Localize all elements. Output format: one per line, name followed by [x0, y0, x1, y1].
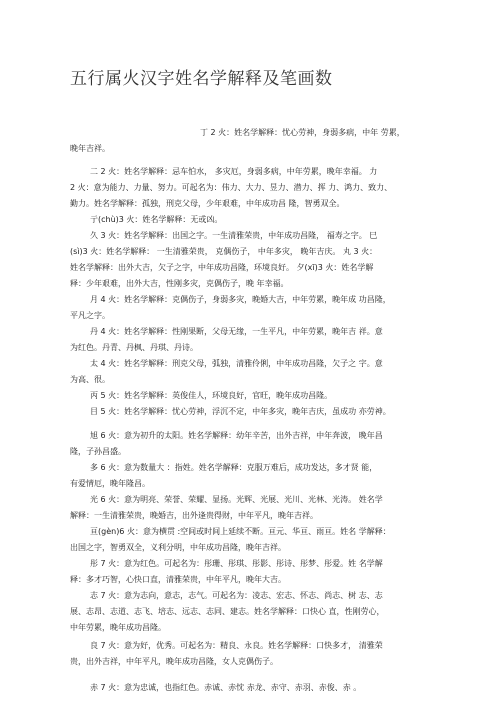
text-line: 出国之字，智勇双全，义利分明，中年成功昌隆，晚年吉祥。 [70, 543, 286, 552]
text-line: 多 6 火：意为数量大 ：指姓。姓名学解释：克服万难后，成功发达，多才贤 能， [90, 463, 378, 472]
text-line: 亍(chù)3 火：姓名学解释：无或凶。 [90, 215, 223, 224]
text-line: 月 4 火：姓名学解释：克偶伤子，身弱多灾，晚婚大吉，中年劳累，晚年成 功昌隆， [90, 295, 391, 304]
text-line: 久 3 火：姓名学解释：出国之字。一生清雅荣贵，中年成功昌隆， 福寿之字。 巳 [90, 231, 378, 240]
text-line: 贵，出外吉祥，中年平凡，晚年成功昌隆，女人克偶伤子。 [70, 657, 278, 666]
text-line: 彤 7 火：意为红色。可起名为：彤珊、彤琪、彤影、彤诗、彤梦、彤爱。姓 名学解 [90, 559, 383, 568]
text-line: 丁 2 火：姓名学解释：忧心劳神，身弱多病，中年 劳累， [200, 128, 405, 137]
text-line: 赤 7 火：意为忠诚，也指红色。赤诚、赤忱 赤龙、赤守、赤羽、赤俊、赤 。 [90, 683, 362, 692]
entry-block-5-strokes [70, 388, 440, 420]
text-line: 解释：一生清雅荣贵，晚婚吉，出外逢贵得财，中年平凡，晚年吉祥。 [70, 511, 318, 520]
text-line: 释：少年艰难，出外大吉，性刚多灾，克偶伤子，晚 年幸福。 [70, 279, 289, 288]
entry-block-ding [70, 125, 440, 157]
text-line: 丙 5 火：姓名学解释：英俊佳人，环境良好，官旺，晚年成功昌隆。 [90, 391, 333, 400]
text-line: 展、志昂、志道、志飞、培志、远志、志同、建志。姓名学解释：口快心 直，性刚劳心， [70, 607, 385, 616]
text-line: 目 5 火：姓名学解释：忧心劳神，浮沉不定，中年多灾，晚年吉庆，虽成功 亦劳神。 [90, 407, 391, 416]
text-line: 姓名学解释：出外大吉，欠子之字，中年成功昌隆，环境良好。 夕(xī)3 火：姓名学解 [70, 263, 374, 272]
text-line: 有爱情厄，晚年隆昌。 [70, 479, 150, 488]
entry-block-6-7-strokes [70, 428, 440, 636]
page-title: 五行属火汉字姓名学解释及笔画数 [70, 69, 333, 89]
text-line: 勤力。姓名学解释：孤独，刑克父母，少年艰难，中年成功昌 隆，智勇双全。 [70, 199, 345, 208]
text-line: 旭 6 火：意为初升的太阳。姓名学解释：幼年辛苦，出外吉祥，中年奔波， 晚年昌 [90, 431, 383, 440]
text-line: 2 火：意为能力、力量、努力。可起名为：伟力、大力、昱力、潜力、挥 力、鸿力、致力、 [70, 183, 393, 192]
text-line: 隆，子孙昌盛。 [70, 447, 126, 456]
text-line: 释：多才巧智，心快口直，清雅荣贵，中年平凡，晚年大吉。 [70, 575, 286, 584]
text-line: 为红色。丹青、丹枫、丹琪、丹诗。 [70, 343, 198, 352]
entry-block-2-4-strokes [70, 164, 440, 388]
text-line: 为高、很。 [70, 375, 110, 384]
text-line: 丹 4 火：姓名学解释：性刚果断，父母无缘，一生平凡，中年劳累，晚年吉 祥。意 [90, 327, 383, 336]
text-line: 志 7 火：意为志向，意志，志气。可起名为：凌志、宏志、怀志、尚志、树 志、志 [90, 591, 383, 600]
text-line: 中年劳累，晚年成功昌隆。 [70, 623, 166, 632]
text-line: 平凡之字。 [70, 311, 110, 320]
text-line: (sì)3 火：姓名学解释： 一生清雅荣贵， 克偶伤子， 中年多灾， 晚年吉庆。 丸 3 火： [70, 247, 378, 256]
text-line: 晚年吉祥。 [70, 144, 110, 153]
entry-block-liang [70, 638, 440, 670]
text-line: 太 4 火：姓名学解释：刑克父母，弧独，清雅伶俐，中年成功昌隆，欠子之 字。意 [90, 359, 383, 368]
text-line: 光 6 火：意为明亮、荣誉、荣耀、显扬。光辉、光展、光川、光林、光涛。 姓名学 [90, 495, 383, 504]
text-line: 良 7 火：意为好，优秀。可起名为：精良、永良。姓名学解释：口快多才， 清雅荣 [90, 641, 383, 650]
entry-block-chi [70, 680, 440, 696]
text-line: 二 2 火：姓名学解释：忌车怕水， 多灾厄，身弱多病，中年劳累，晚年幸福。 力 [90, 167, 378, 176]
text-line: 亘(gèn)6 火：意为横贯 :空间或时间上延续不断。亘元、华亘、雨亘。姓名 学解释： [90, 527, 391, 536]
